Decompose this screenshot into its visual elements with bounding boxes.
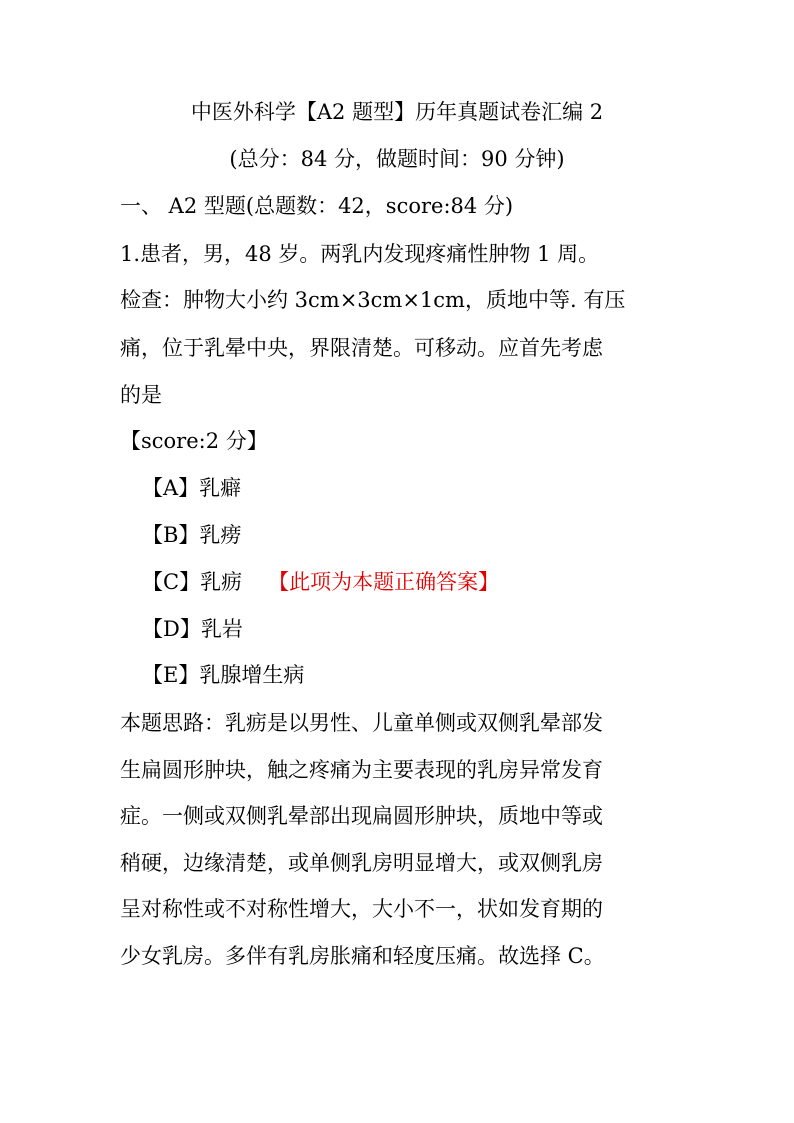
option-a: 【A】乳癖 xyxy=(142,476,242,500)
question-text-line-2: 检查：肿物大小约 3cm×3cm×1cm，质地中等. 有压 xyxy=(120,288,626,312)
explanation-line-4: 稍硬，边缘清楚，或单侧乳房明显增大，或双侧乳房 xyxy=(120,851,603,875)
question-text-line-3: 痛，位于乳晕中央，界限清楚。可移动。应首先考虑 xyxy=(120,336,603,360)
option-e: 【E】乳腺增生病 xyxy=(142,663,305,687)
option-d: 【D】乳岩 xyxy=(142,617,243,641)
explanation-line-5: 呈对称性或不对称性增大，大小不一，状如发育期的 xyxy=(120,897,603,921)
explanation-line-1: 本题思路：乳疬是以男性、儿童单侧或双侧乳晕部发 xyxy=(120,711,603,735)
correct-answer-flag: 【此项为本题正确答案】 xyxy=(268,570,500,594)
document-title: 中医外科学【A2 题型】历年真题试卷汇编 2 xyxy=(190,100,604,124)
explanation-line-3: 症。一侧或双侧乳晕部出现扁圆形肿块，质地中等或 xyxy=(120,804,603,828)
question-text-line-1: 1.患者，男，48 岁。两乳内发现疼痛性肿物 1 周。 xyxy=(120,242,600,266)
option-b: 【B】乳痨 xyxy=(142,523,242,547)
option-c xyxy=(142,572,499,593)
explanation-line-6: 少女乳房。多伴有乳房胀痛和轻度压痛。故选择 C。 xyxy=(120,944,605,968)
document-subtitle: (总分：84 分，做题时间：90 分钟) xyxy=(229,147,565,171)
question-score: 【score:2 分】 xyxy=(120,429,268,453)
section-heading: 一、 A2 型题(总题数：42，score:84 分) xyxy=(120,194,514,218)
explanation-line-2: 生扁圆形肿块，触之疼痛为主要表现的乳房异常发育 xyxy=(120,758,603,782)
option-c-label: 【C】乳疬 xyxy=(142,570,243,594)
question-text-line-4: 的是 xyxy=(120,383,162,407)
